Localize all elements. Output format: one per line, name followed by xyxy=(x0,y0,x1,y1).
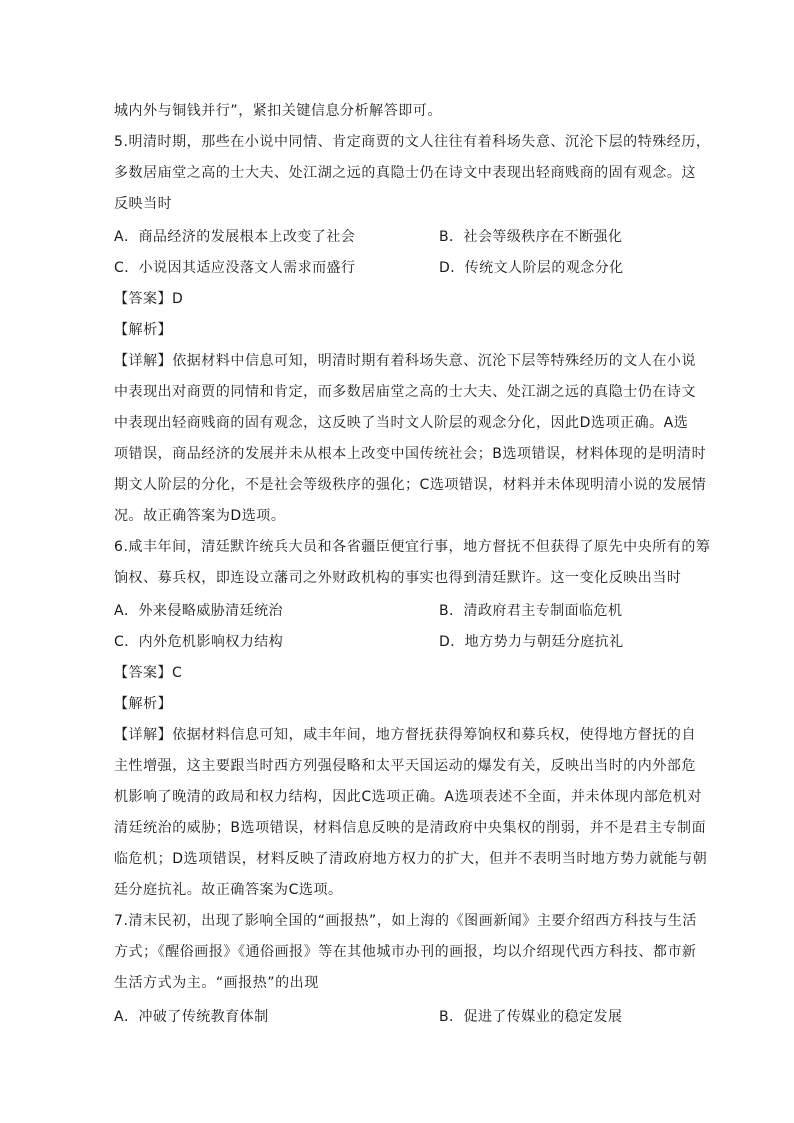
q6-option-b: B．清政府君主专制面临危机 xyxy=(439,603,623,619)
q5-analysis-label: 【解析】 xyxy=(114,322,173,338)
q5-answer-row xyxy=(114,289,183,309)
q7-stem-line-3: 生活方式为主。“画报热”的出现 xyxy=(114,975,319,991)
q6-answer-label: 【答案】 xyxy=(114,665,172,681)
q6-answer-row xyxy=(114,663,182,683)
q6-answer-value: C xyxy=(172,665,183,681)
q5-stem-line-3: 反映当时 xyxy=(114,196,173,212)
q7-stem-line-1: 7.清末民初，出现了影响全国的“画报热”，如上海的《图画新闻》主要介绍西方科技与生活 xyxy=(114,913,697,929)
q5-stem-line-1: 5.明清时期，那些在小说中同情、肯定商贾的文人往往有着科场失意、沉沦下层的特殊经历， xyxy=(114,134,711,150)
q5-answer-value: D xyxy=(172,291,184,307)
q6-option-d: D．地方势力与朝廷分庭抗礼 xyxy=(439,634,624,650)
q5-detail-line-4: 项错误，商品经济的发展并未从根本上改变中国传统社会；B选项错误，材料体现的是明清时 xyxy=(114,446,707,462)
q6-detail-line-4: 清廷统治的威胁；B选项错误，材料信息反映的是清政府中央集权的削弱，并不是君主专制面 xyxy=(114,820,707,836)
intro-tail-line: 城内外与铜钱并行”，紧扣关键信息分析解答即可。 xyxy=(114,103,442,119)
q6-detail-line-5: 临危机；D选项错误，材料反映了清政府地方权力的扩大，但并不表明当时地方势力就能与朝 xyxy=(114,851,708,867)
q6-option-c: C．内外危机影响权力结构 xyxy=(114,634,284,650)
q6-stem-line-1: 6.咸丰年间，清廷默许统兵大员和各省疆臣便宜行事，地方督抚不但获得了原先中央所有的筹 xyxy=(114,539,711,555)
q5-answer-label: 【答案】 xyxy=(114,291,172,307)
q5-option-b: B．社会等级秩序在不断强化 xyxy=(439,229,623,245)
q7-option-a: A．冲破了传统教育体制 xyxy=(114,1009,269,1025)
q7-option-b: B．促进了传媒业的稳定发展 xyxy=(439,1009,623,1025)
q6-analysis-label: 【解析】 xyxy=(114,696,173,712)
q5-detail-line-6: 况。故正确答案为D选项。 xyxy=(114,508,286,524)
q5-detail-line-1: 【详解】依据材料中信息可知，明清时期有着科场失意、沉沦下层等特殊经历的文人在小说 xyxy=(114,353,696,369)
q5-stem-line-2: 多数居庙堂之高的士大夫、处江湖之远的真隐士仍在诗文中表现出轻商贱商的固有观念。这 xyxy=(114,165,696,181)
q6-detail-line-6: 廷分庭抗礼。故正确答案为C选项。 xyxy=(114,882,343,898)
q7-stem-line-2: 方式；《醒俗画报》《通俗画报》等在其他城市办刊的画报，均以介绍现代西方科技、都市新 xyxy=(114,944,697,960)
q5-detail-line-2: 中表现出对商贾的同情和肯定，而多数居庙堂之高的士大夫、处江湖之远的真隐士仍在诗文 xyxy=(114,384,696,400)
q6-detail-line-3: 机影响了晚清的政局和权力结构，因此C选项正确。A选项表述不全面，并未体现内部危机对 xyxy=(114,789,702,805)
q6-option-a: A．外来侵略威胁清廷统治 xyxy=(114,603,283,619)
q6-detail-line-1: 【详解】依据材料信息可知，咸丰年间，地方督抚获得筹饷权和募兵权，使得地方督抚的自 xyxy=(114,727,696,743)
q5-detail-line-3: 中表现出轻商贱商的固有观念，这反映了当时文人阶层的观念分化，因此D选项正确。A选 xyxy=(114,415,689,431)
q6-stem-line-2: 饷权、募兵权，即连设立藩司之外财政机构的事实也得到清廷默许。这一变化反映出当时 xyxy=(114,570,682,586)
q5-detail-line-5: 期文人阶层的分化，不是社会等级秩序的强化；C选项错误，材料并未体现明清小说的发展情 xyxy=(114,477,707,493)
q5-option-d: D．传统文人阶层的观念分化 xyxy=(439,260,624,276)
q5-option-c: C．小说因其适应没落文人需求而盛行 xyxy=(114,260,356,276)
q5-option-a: A．商品经济的发展根本上改变了社会 xyxy=(114,229,356,245)
q6-detail-line-2: 主性增强，这主要跟当时西方列强侵略和太平天国运动的爆发有关，反映出当时的内外部危 xyxy=(114,758,696,774)
